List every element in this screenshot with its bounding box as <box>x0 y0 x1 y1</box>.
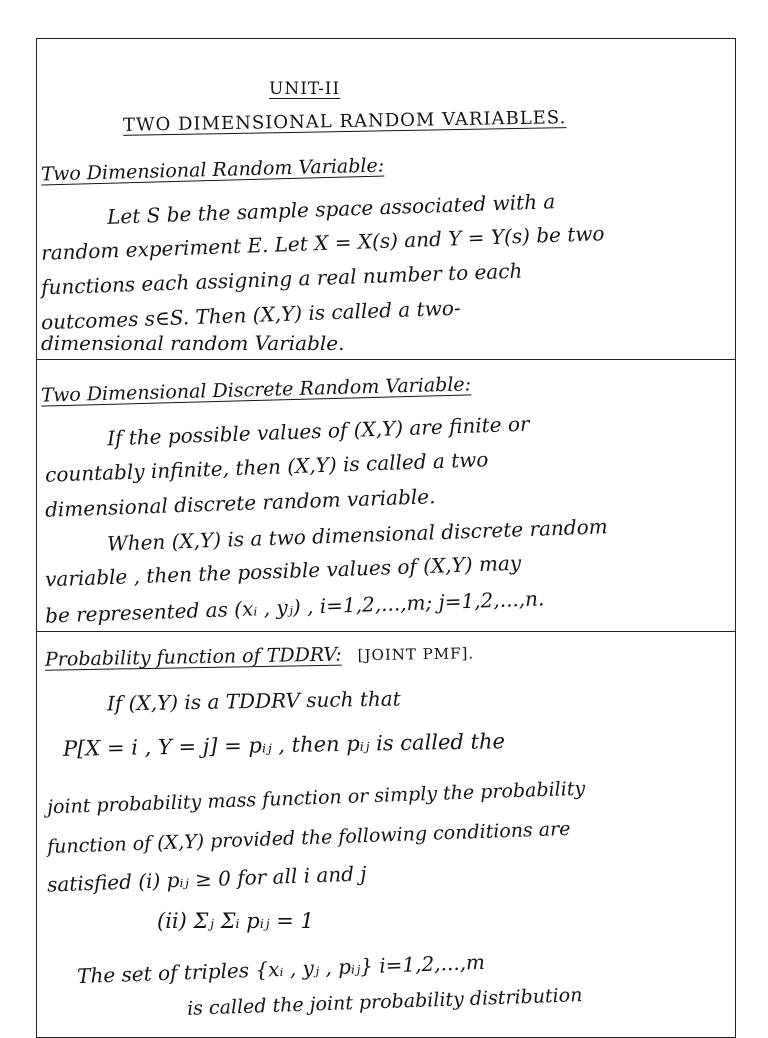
section1-heading: Two Dimensional Random Variable: <box>40 154 385 186</box>
section3-line-1: If (X,Y) is a TDDRV such that <box>106 686 401 716</box>
section3-line-8: is called the joint probability distribution <box>186 984 583 1020</box>
unit-label: UNIT-II <box>269 79 341 99</box>
section3-heading: Probability function of TDDRV: <box>44 643 342 671</box>
section3-line-7: The set of triples {xᵢ , yⱼ , pᵢⱼ} i=1,2,...,m <box>76 949 486 989</box>
section1-line-5: dimensional random Variable. <box>41 331 345 355</box>
page-title: TWO DIMENSIONAL RANDOM VARIABLES. <box>122 107 567 136</box>
section2-line-1: If the possible values of (X,Y) are finite or <box>106 411 530 451</box>
section1-line-2: random experiment E. Let X = X(s) and Y = Y(s) be two <box>40 221 605 265</box>
divider-2 <box>37 631 735 632</box>
section3-line-3: joint probability mass function or simply the probability <box>46 777 586 819</box>
section3-heading-wrap <box>45 641 475 670</box>
section1-line-4: outcomes s∈S. Then (X,Y) is called a two- <box>40 295 461 335</box>
divider-1 <box>37 359 735 360</box>
section2-line-6: be represented as (xᵢ , yⱼ) , i=1,2,...,m; j=1,2,...,n. <box>44 586 545 628</box>
section2-line-2: countably infinite, then (X,Y) is called a two <box>44 447 489 487</box>
handwritten-notes-page <box>36 38 736 1038</box>
section3-line-2: P[X = i , Y = j] = pᵢⱼ , then pᵢⱼ is called the <box>62 729 506 761</box>
section2-line-3: dimensional discrete random variable. <box>44 484 436 522</box>
section2-heading: Two Dimensional Discrete Random Variable: <box>40 373 472 407</box>
section2-line-4: When (X,Y) is a two dimensional discrete random <box>106 514 609 556</box>
section3-line-6: (ii) Σⱼ Σᵢ pᵢⱼ = 1 <box>157 909 314 933</box>
section2-line-5: variable , then the possible values of (X,Y) may <box>44 550 522 592</box>
section1-line-3: functions each assigning a real number to each <box>40 258 523 300</box>
section1-line-1: Let S be the sample space associated with a <box>106 189 556 229</box>
section3-line-4: function of (X,Y) provided the following conditions are <box>46 817 571 859</box>
section3-line-5: satisfied (i) pᵢⱼ ≥ 0 for all i and j <box>46 861 367 897</box>
joint-pmf-tag: [JOINT PMF]. <box>357 644 475 665</box>
